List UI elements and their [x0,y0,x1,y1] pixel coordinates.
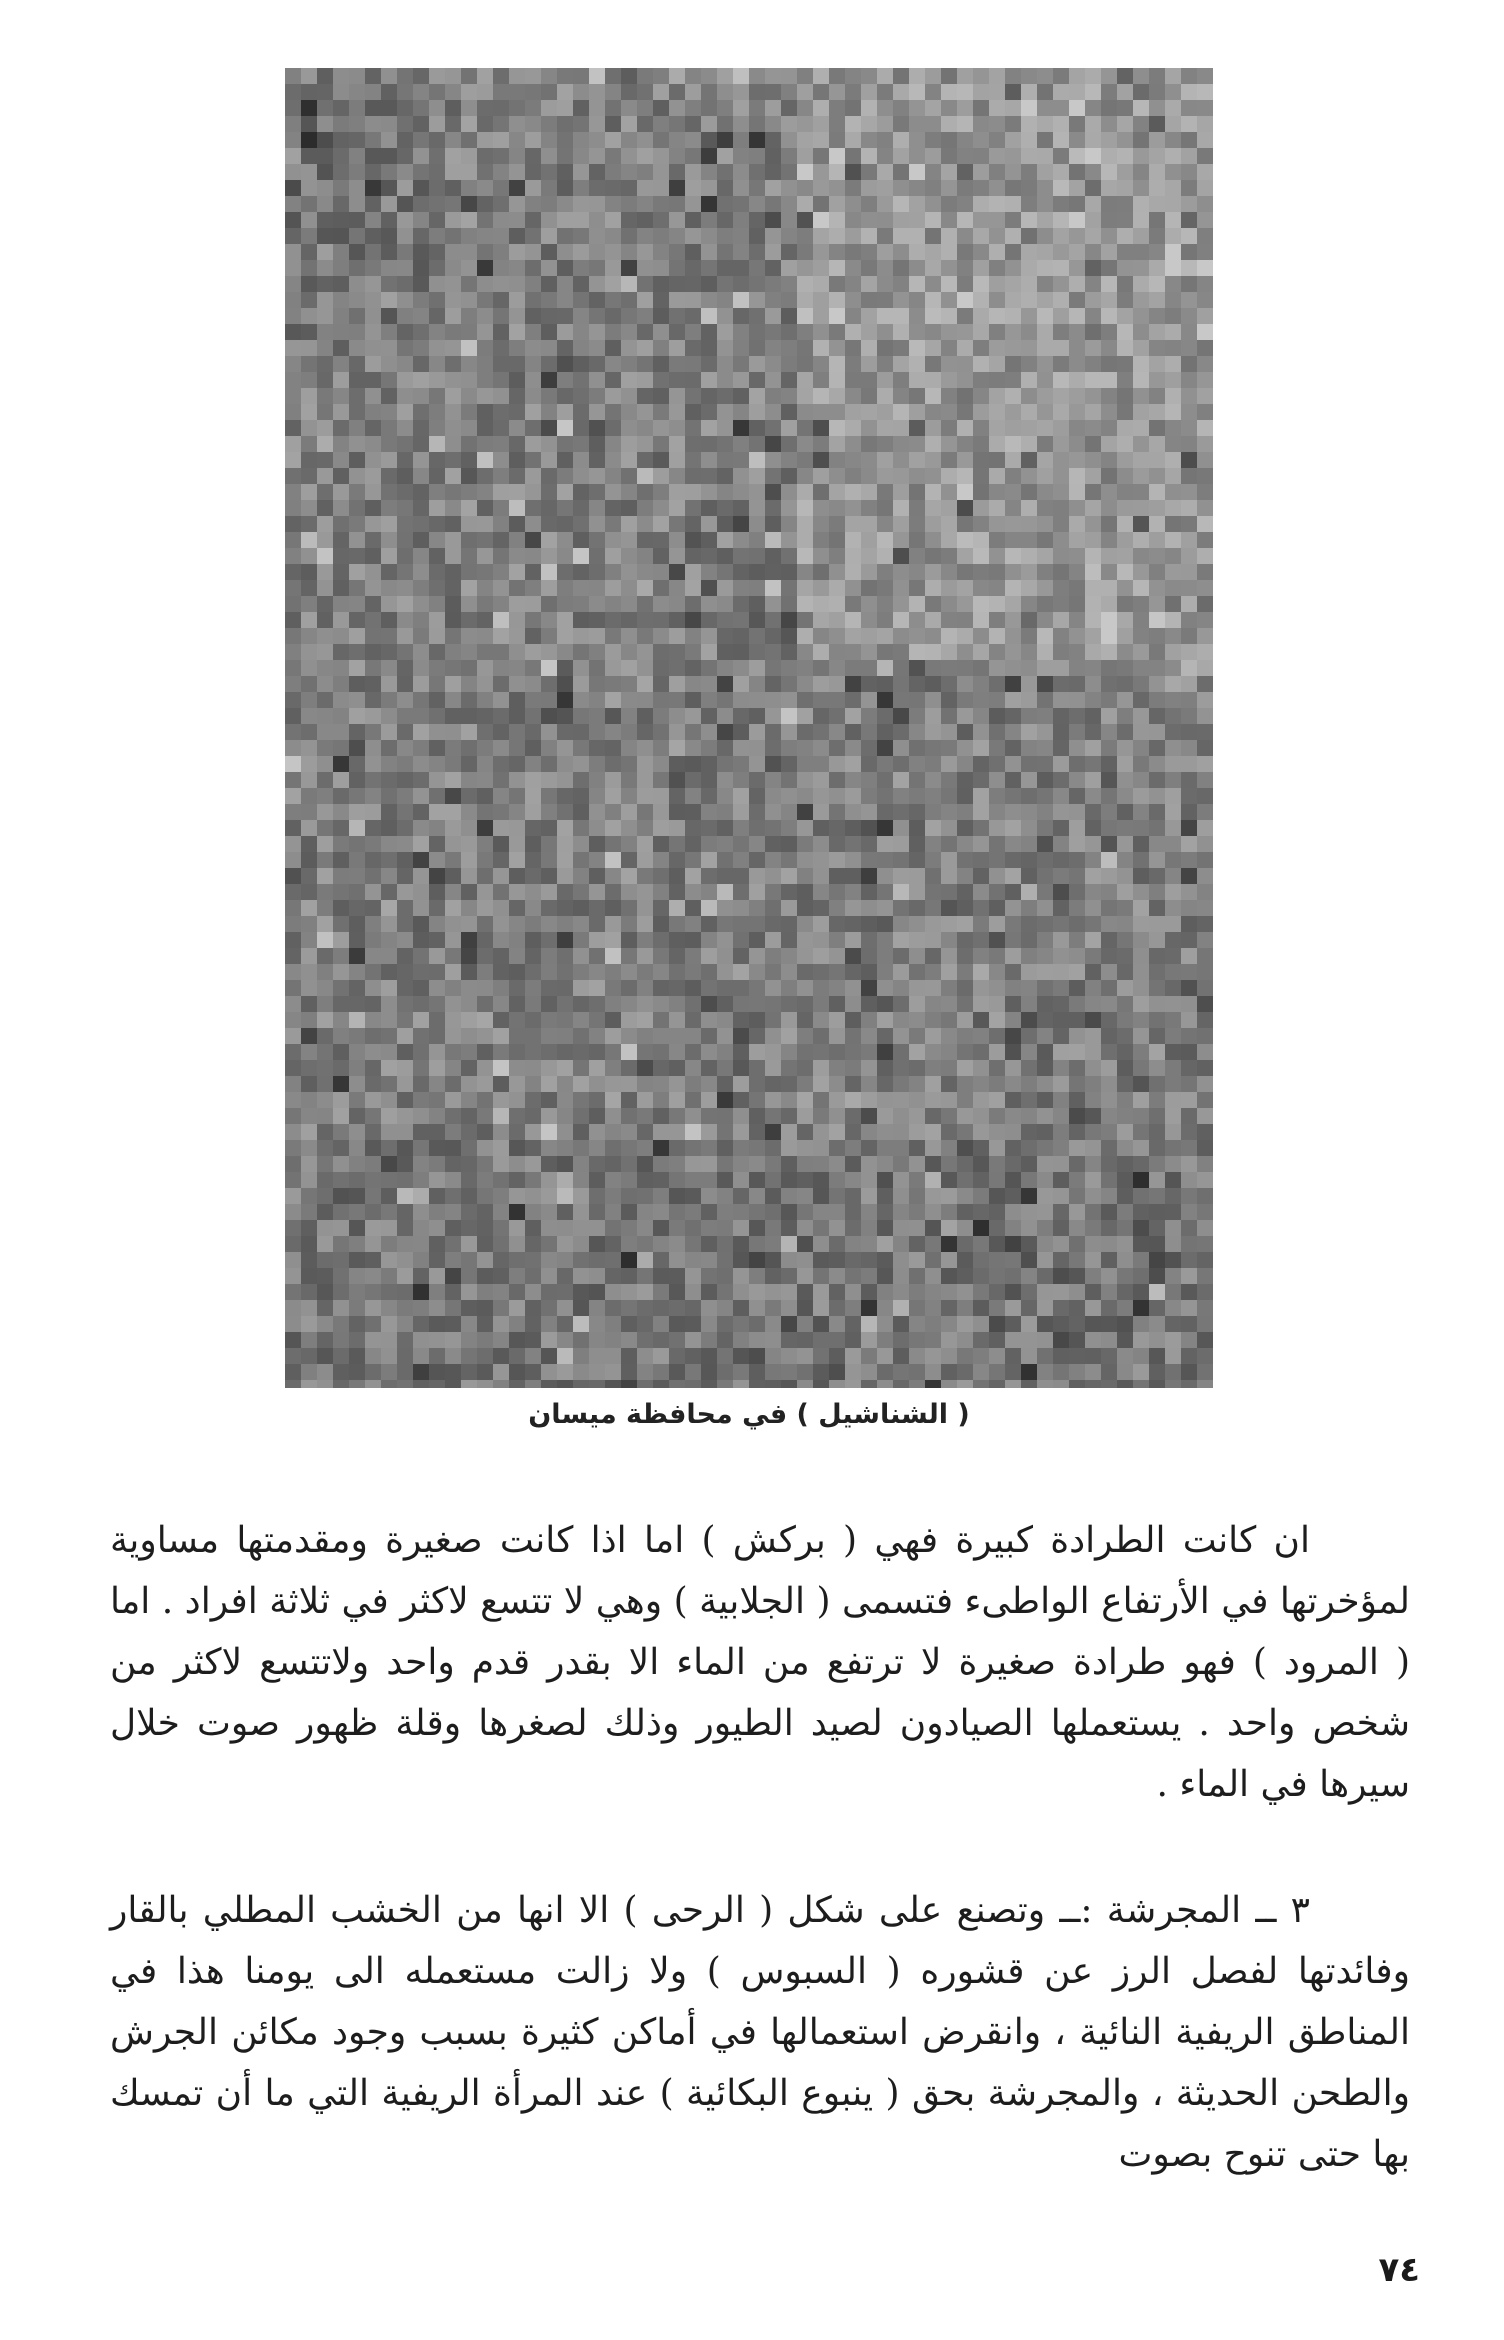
figure-caption: ( الشناشيل ) في محافظة ميسان [528,1399,970,1430]
page-number: ٧٤ [1378,2250,1420,2290]
pixelated-photo [285,68,1213,1388]
body-paragraph: ان كانت الطرادة كبيرة فهي ( بركش ) اما اذا كانت صغيرة ومقدمتها مساوية لمؤخرتها في الأرتفاع الواطىء فتسمى ( الجلابية ) وهي لا تتسع لاكثر في ثلاثة افراد . اما ( المرود ) فهو طرادة صغيرة لا ترتفع من الماء الا بقدر قدم واحد ولاتتسع لاكثر من شخص واحد . يستعملها الصيادون لصيد الطيور وذلك لصغرها وقلة ظهور صوت خلال سيرها في الماء . [110,1520,1410,1805]
body-paragraph: ٣ ــ المجرشة :ــ وتصنع على شكل ( الرحى ) الا انها من الخشب المطلي بالقار وفائدتها لفصل الرز عن قشوره ( السبوس ) ولا زالت مستعمله الى يومنا هذا في المناطق الريفية النائية ، وانقرض استعمالها في أماكن كثيرة بسبب وجود مكائن الجرش والطحن الحديثة ، والمجرشة بحق ( ينبوع البكائية ) عند المرأة الريفية التي ما أن تمسك بها حتى تنوح بصوت [110,1890,1410,2175]
